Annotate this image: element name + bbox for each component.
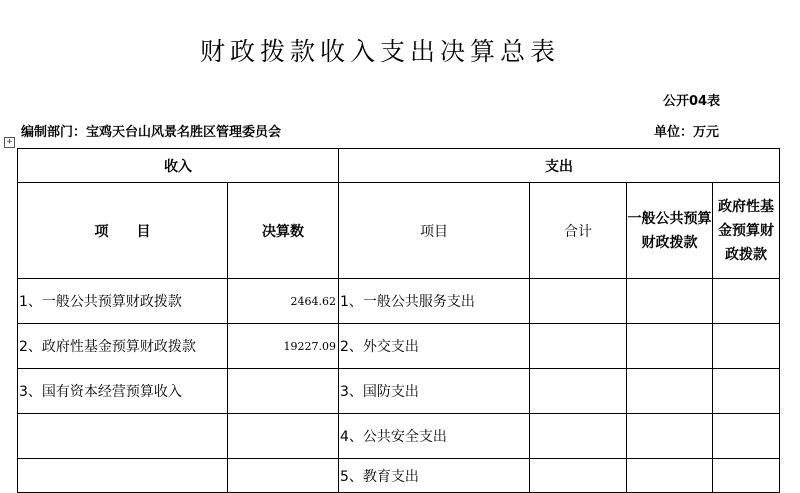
general-cell [627,279,713,324]
report-title: 财政拨款收入支出决算总表 [199,37,560,66]
total-cell [530,369,627,414]
header-row-group [18,149,780,183]
general-cell [627,369,713,414]
total-cell [530,279,627,324]
expense-item-cell: 3、国防支出 [339,369,530,414]
expense-item-cell: 5、教育支出 [339,459,530,493]
general-cell [627,414,713,459]
form-number: 公开04表 [663,94,721,109]
col-total: 合计 [530,183,627,279]
expense-item-cell: 1、一般公共服务支出 [339,279,530,324]
income-item-cell [18,459,228,493]
budget-table [17,148,780,493]
col-income-amount: 决算数 [228,183,339,279]
col-fund-budget: 政府性基金预算财政拨款 [713,183,780,279]
income-item-cell: 3、国有资本经营预算收入 [18,369,228,414]
fund-cell [713,279,780,324]
fund-cell [713,459,780,493]
compiling-department: 编制部门：宝鸡天台山风景名胜区管理委员会 [21,125,282,140]
col-general-budget: 一般公共预算财政拨款 [627,183,713,279]
expense-header: 支出 [339,149,780,183]
total-cell [530,324,627,369]
fund-cell [713,414,780,459]
expense-item-cell: 2、外交支出 [339,324,530,369]
general-cell [627,324,713,369]
income-amount-cell [228,459,339,493]
income-item-cell [18,414,228,459]
fund-cell [713,324,780,369]
income-amount-cell [228,369,339,414]
unit-label: 单位：万元 [654,125,720,140]
income-amount-cell: 19227.09 [228,324,339,369]
table-move-handle-icon[interactable]: + [4,137,15,148]
income-amount-cell: 2464.62 [228,279,339,324]
header-row-columns [18,183,780,279]
table-row [18,324,780,369]
general-cell [627,459,713,493]
income-item-cell: 1、一般公共预算财政拨款 [18,279,228,324]
income-header: 收入 [18,149,339,183]
income-item-cell: 2、政府性基金预算财政拨款 [18,324,228,369]
total-cell [530,414,627,459]
income-amount-cell [228,414,339,459]
col-expense-item: 项目 [339,183,530,279]
fund-cell [713,369,780,414]
table-row [18,279,780,324]
table-row [18,414,780,459]
col-income-item: 项 目 [18,183,228,279]
expense-item-cell: 4、公共安全支出 [339,414,530,459]
total-cell [530,459,627,493]
table-row [18,459,780,493]
table-row [18,369,780,414]
